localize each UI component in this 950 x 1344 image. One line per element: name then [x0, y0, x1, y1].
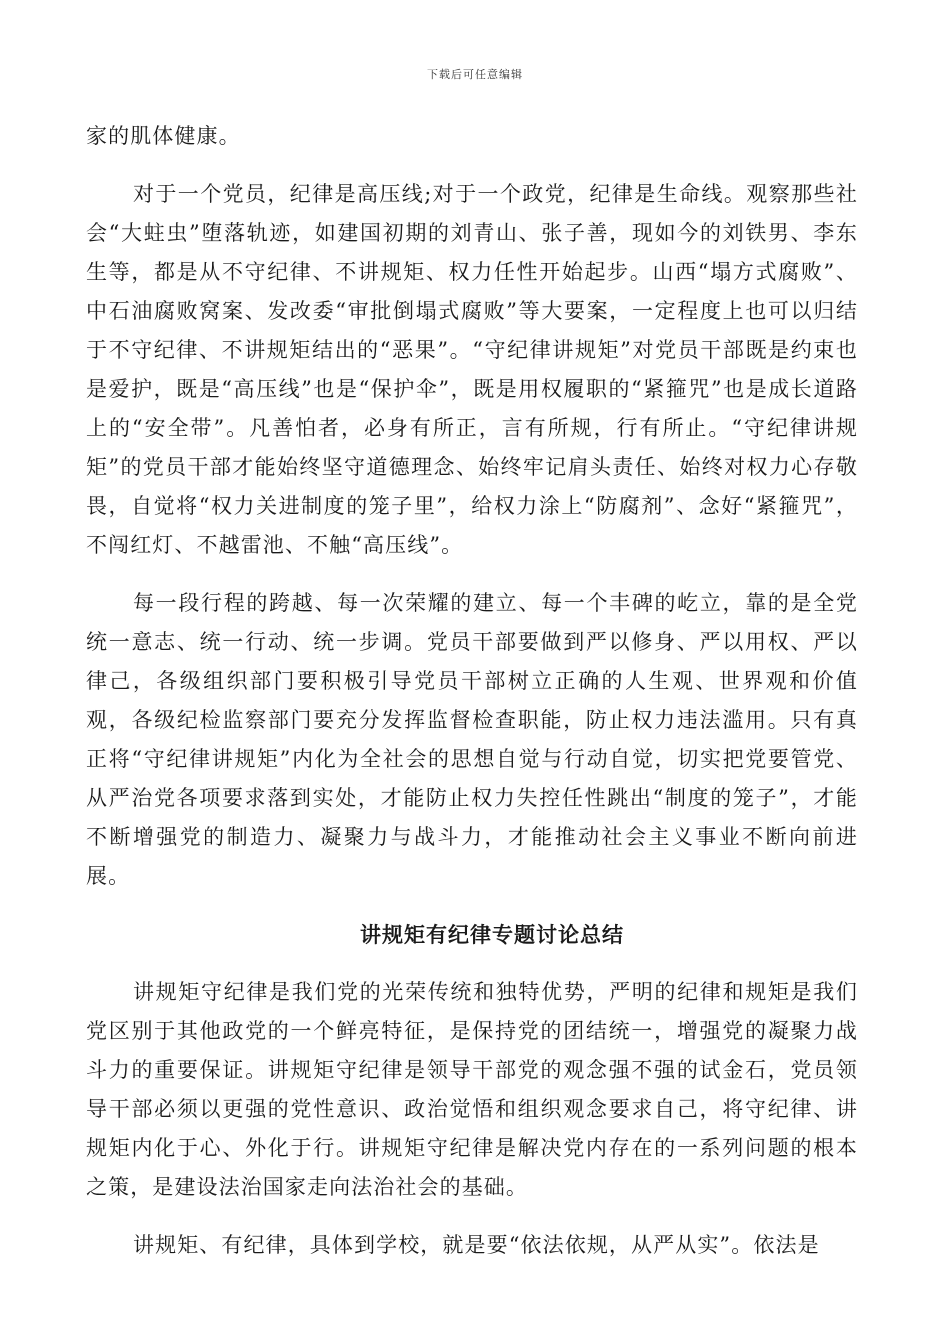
paragraph-gap — [86, 565, 858, 584]
paragraph-gap — [86, 896, 858, 915]
paragraph-gap — [86, 1207, 858, 1226]
paragraph-continuation: 家的肌体健康。 — [86, 124, 241, 148]
header-note: 下载后可任意编辑 — [427, 68, 523, 81]
section-title: 讲规矩有纪律专题讨论总结 — [360, 922, 624, 947]
document-body — [86, 117, 858, 1265]
paragraph-rules-tradition: 讲规矩守纪律是我们党的光荣传统和独特优势，严明的纪律和规矩是我们党区别于其他政党的一个鲜亮特征，是保持党的团结统一，增强党的凝聚力战斗力的重要保证。讲规矩守纪律是领导干部党的观念强不强的试金石，党员领导干部必须以更强的党性意识、政治觉悟和组织观念要求自己，将守纪律、讲规矩内化于心、外化于行。讲规矩守纪律是解决党内存在的一系列问题的根本之策，是建设法治国家走向法治社会的基础。 — [86, 980, 858, 1199]
paragraph-school: 讲规矩、有纪律，具体到学校，就是要“依法依规，从严从实”。依法是 — [133, 1233, 820, 1257]
paragraph-gap — [86, 954, 858, 973]
paragraph-gap — [86, 156, 858, 175]
paragraph-unity: 每一段行程的跨越、每一次荣耀的建立、每一个丰碑的屹立，靠的是全党统一意志、统一行动、统一步调。党员干部要做到严以修身、严以用权、严以律己，各级组织部门要积极引导党员干部树立正确的人生观、世界观和价值观，各级纪检监察部门要充分发挥监督检查职能，防止权力违法滥用。只有真正将“守纪律讲规矩”内化为全社会的思想自觉与行动自觉，切实把党要管党、从严治党各项要求落到实处，才能防止权力失控任性跳出“制度的笼子”，才能不断增强党的制造力、凝聚力与战斗力，才能推动社会主义事业不断向前进展。 — [86, 591, 858, 888]
paragraph-discipline-lifeline: 对于一个党员，纪律是高压线;对于一个政党，纪律是生命线。观察那些社会“大蛀虫”堕落轨迹，如建国初期的刘青山、张子善，现如今的刘铁男、李东生等，都是从不守纪律、不讲规矩、权力任性开始起步。山西“塌方式腐败”、中石油腐败窝案、发改委“审批倒塌式腐败”等大要案，一定程度上也可以归结于不守纪律、不讲规矩结出的“恶果”。“守纪律讲规矩”对党员干部既是约束也是爱护，既是“高压线”也是“保护伞”，既是用权履职的“紧箍咒”也是成长道路上的“安全带”。凡善怕者，必身有所正，言有所规，行有所止。“守纪律讲规矩”的党员干部才能始终坚守道德理念、始终牢记肩头责任、始终对权力心存敬畏，自觉将“权力关进制度的笼子里”，给权力涂上“防腐剂”、念好“紧箍咒”，不闯红灯、不越雷池、不触“高压线”。 — [86, 182, 858, 557]
